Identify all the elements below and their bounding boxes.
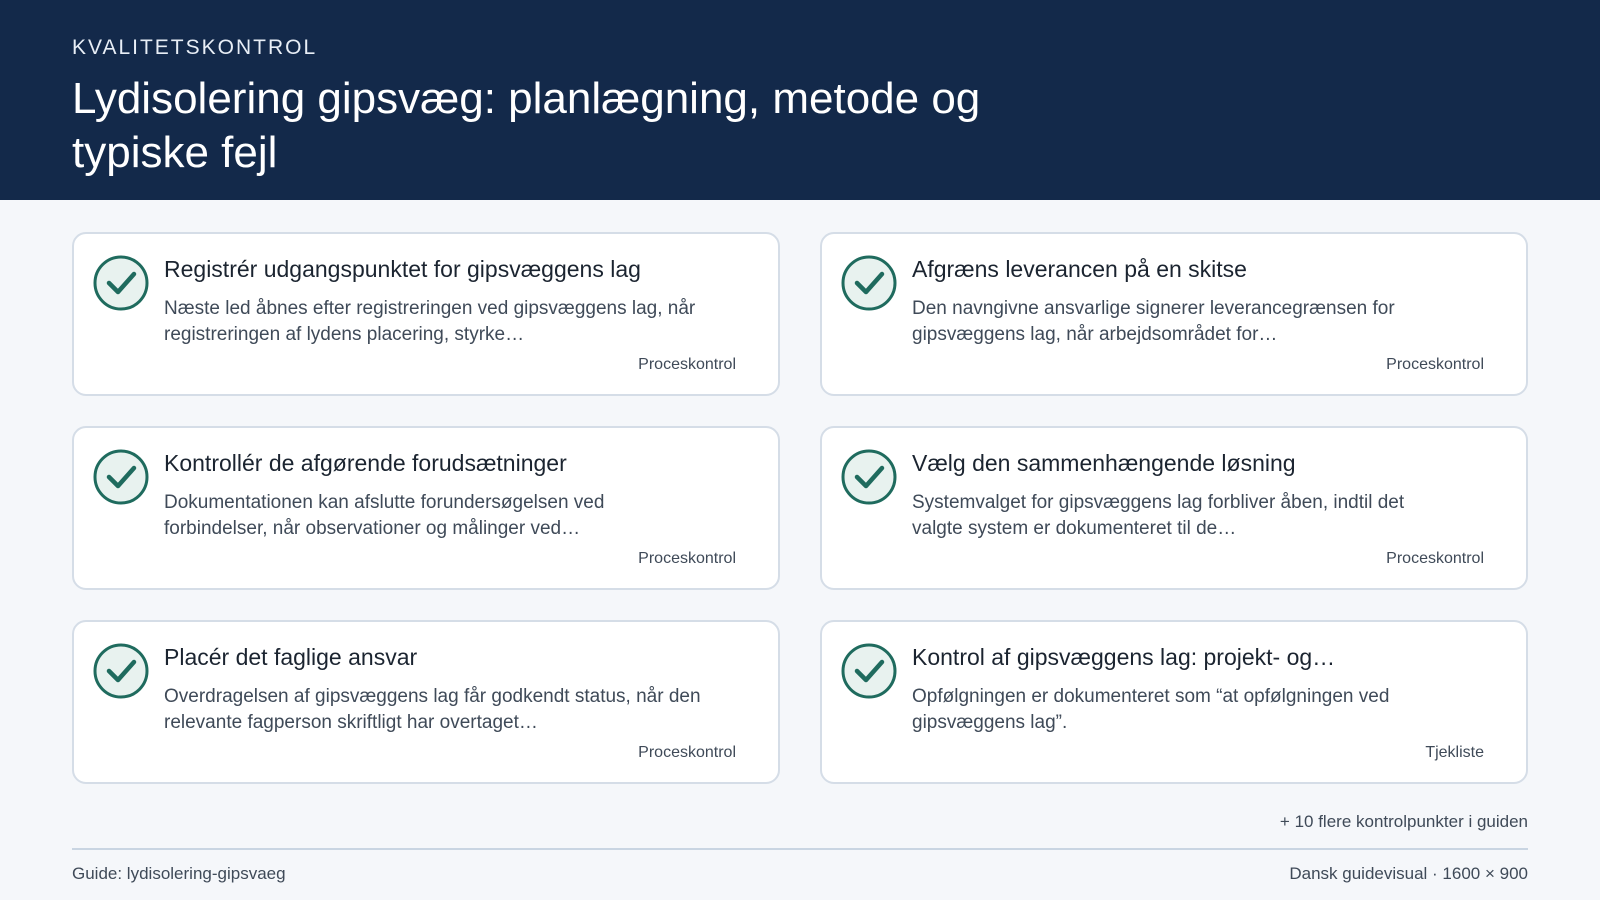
page-header	[0, 0, 1600, 200]
card-title: Kontrol af gipsvæggens lag: projekt- og…	[912, 644, 1336, 670]
check-circle-icon	[840, 642, 898, 700]
card-description: Systemvalget for gipsvæggens lag forbliver åben, indtil det valgte system er dokumenteret til de…	[912, 492, 1405, 539]
card-title: Afgræns leverancen på en skitse	[912, 256, 1247, 282]
card-tag: Proceskontrol	[638, 744, 736, 761]
checklist-card[interactable]	[72, 426, 780, 590]
card-tag: Proceskontrol	[638, 356, 736, 373]
card-tag: Proceskontrol	[638, 550, 736, 567]
check-circle-icon	[92, 642, 150, 700]
card-description: Dokumentationen kan afslutte forundersøgelsen ved forbindelser, når observationer og målinger ved…	[164, 492, 605, 539]
card-tag: Proceskontrol	[1386, 356, 1484, 373]
card-description: Den navngivne ansvarlige signerer leverancegrænsen for gipsvæggens lag, når arbejdsområdet for…	[912, 298, 1395, 345]
card-tag: Tjekliste	[1425, 744, 1484, 761]
check-circle-icon	[840, 254, 898, 312]
card-description: Overdragelsen af gipsvæggens lag får godkendt status, når den relevante fagperson skriftligt har overtaget…	[164, 686, 701, 733]
card-description: Næste led åbnes efter registreringen ved gipsvæggens lag, når registreringen af lydens placering, styrke…	[164, 298, 696, 345]
check-circle-icon	[92, 448, 150, 506]
check-circle-icon	[92, 254, 150, 312]
footer-divider	[72, 848, 1528, 850]
card-title: Kontrollér de afgørende forudsætninger	[164, 450, 567, 476]
card-tag: Proceskontrol	[1386, 550, 1484, 567]
check-circle-icon	[840, 448, 898, 506]
page-title: Lydisolering gipsvæg: planlægning, metode og typiske fejl	[72, 74, 981, 177]
footer-guide-slug: Guide: lydisolering-gipsvaeg	[72, 864, 286, 883]
checklist-card[interactable]	[820, 232, 1528, 396]
checklist-card[interactable]	[820, 426, 1528, 590]
card-title: Placér det faglige ansvar	[164, 644, 418, 670]
checklist-card[interactable]	[820, 620, 1528, 784]
checklist-grid	[72, 232, 1528, 784]
card-title: Vælg den sammenhængende løsning	[912, 450, 1296, 476]
checklist-card[interactable]	[72, 620, 780, 784]
card-title: Registrér udgangspunktet for gipsvæggens lag	[164, 256, 641, 282]
checklist-card[interactable]	[72, 232, 780, 396]
more-checkpoints-link[interactable]: + 10 flere kontrolpunkter i guiden	[1279, 812, 1528, 831]
section-eyebrow: KVALITETSKONTROL	[72, 36, 318, 59]
footer-caption: Dansk guidevisual · 1600 × 900	[1289, 864, 1528, 883]
card-description: Opfølgningen er dokumenteret som “at opfølgningen ved gipsvæggens lag”.	[912, 686, 1390, 733]
